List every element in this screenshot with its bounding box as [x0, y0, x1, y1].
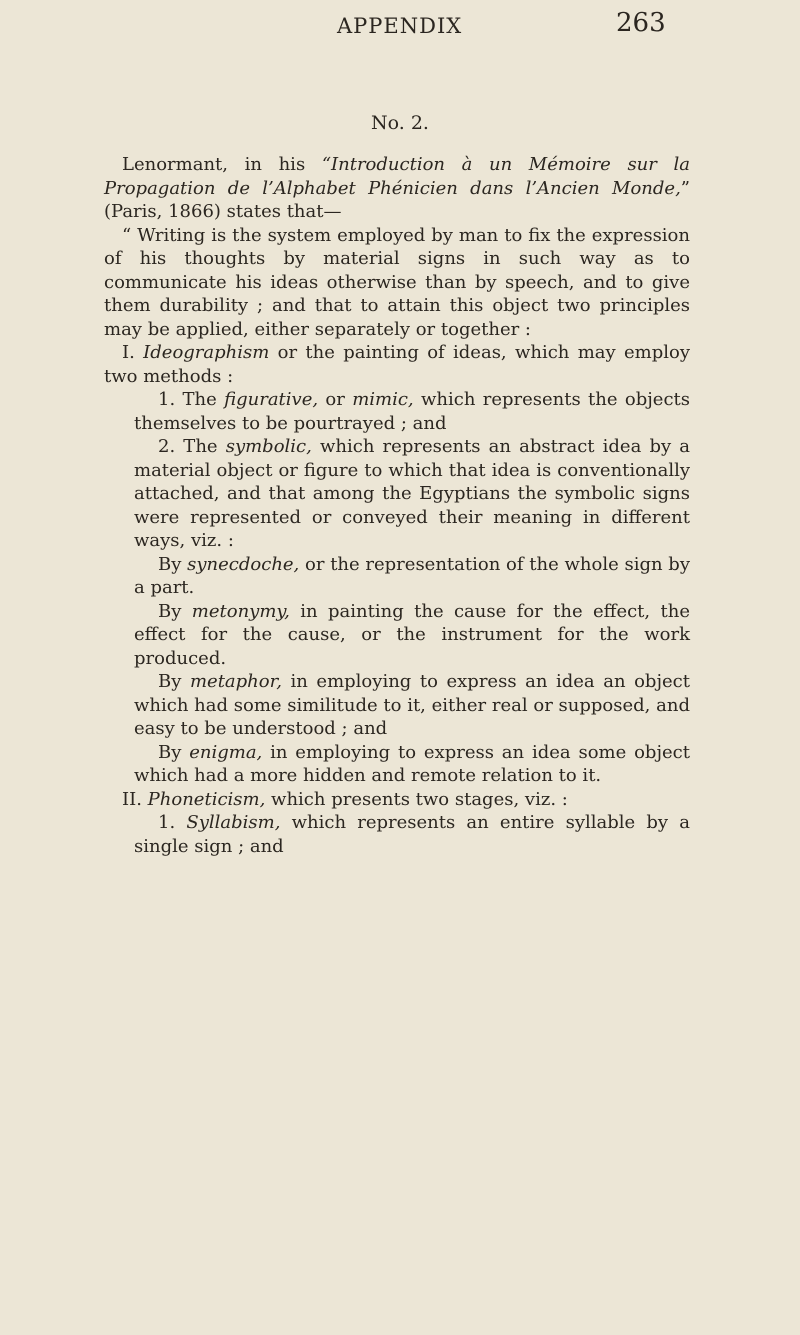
- body-text: [104, 153, 690, 858]
- metonymy-item: By metonymy, in painting the cause for the effect, the effect for the cause, or the instrument for the work produced.: [134, 600, 690, 669]
- enigma-item: By enigma, in employing to express an idea some object which had a more hidden and remote relation to it.: [134, 741, 690, 786]
- syllabism-item: 1. Syllabism, which represents an entire syllable by a single sign ; and: [134, 812, 690, 857]
- page-number: 263: [616, 8, 666, 38]
- running-head: APPENDIX: [337, 14, 463, 38]
- figurative-item: 1. The figurative, or mimic, which represents the objects themselves to be pourtrayed ; and: [134, 389, 691, 434]
- metaphor-item: By metaphor, in employing to express an idea an object which had some similitude to it, either real or supposed, and easy to be understood ; and: [134, 671, 690, 739]
- symbolic-item: 2. The symbolic, which represents an abstract idea by a material object or figure to which that idea is conventionally attached, and that among the Egyptians the symbolic signs were represented or conveyed their meaning in different ways, viz. :: [134, 436, 690, 551]
- section-title: No. 2.: [371, 112, 429, 134]
- intro-paragraph: Lenormant, in his “Introduction à un Mémoire sur la Propagation de l’Alphabet Phénicien dans l’Ancien Monde,” (Paris, 1866) states that—: [104, 154, 690, 222]
- phoneticism-paragraph: II. Phoneticism, which presents two stages, viz. :: [122, 788, 568, 810]
- synecdoche-item: By synecdoche, or the representation of the whole sign by a part.: [134, 553, 690, 598]
- page-header: [0, 8, 800, 44]
- quote-paragraph: “ Writing is the system employed by man to fix the expression of his thoughts by material signs in such way as to communicate his ideas otherwise than by speech, and to give them durability ; and that to attain this object two principles may be applied, either separately or together :: [104, 224, 690, 340]
- ideographism-paragraph: I. Ideographism or the painting of ideas, which may employ two methods :: [104, 342, 690, 387]
